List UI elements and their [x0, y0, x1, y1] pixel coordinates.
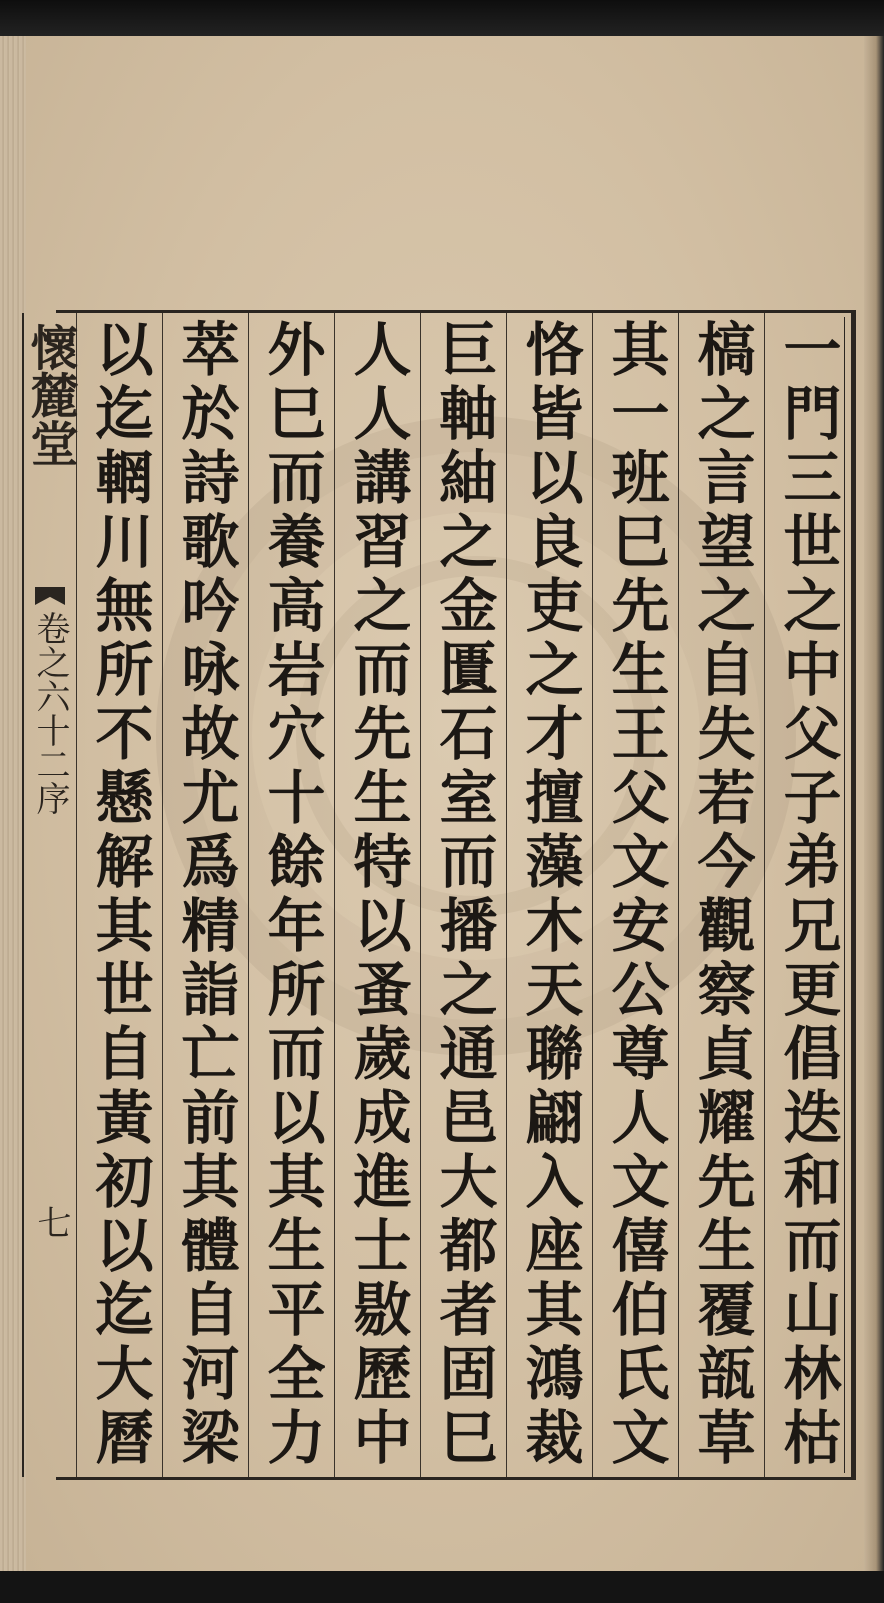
page-right-edge [864, 36, 884, 1571]
column-text: 外巳而養高岩穴十餘年所而以其生平全力 [257, 319, 326, 1471]
text-column-3 [592, 313, 678, 1477]
column-text: 一門三世之中父子弟兄更倡迭和而山林枯 [773, 319, 842, 1471]
text-columns [22, 313, 850, 1477]
text-column-5 [420, 313, 506, 1477]
page-paper [22, 36, 868, 1571]
text-column-2 [678, 313, 764, 1477]
text-column-8 [162, 313, 248, 1477]
fishtail-mark-icon [35, 587, 65, 605]
column-text: 巨軸紬之金匱石室而播之通邑大都者固巳 [429, 319, 498, 1471]
text-column-1 [764, 313, 850, 1477]
column-text: 其一班巳先生王父文安公尊人文僖伯氏文 [601, 319, 670, 1471]
text-column-7 [248, 313, 334, 1477]
column-text: 人人講習之而先生特以蚤歲成進士敭歷中 [343, 319, 412, 1471]
text-block-frame [22, 310, 856, 1480]
text-column-6 [334, 313, 420, 1477]
banxin-book-title: 懷麓堂 [22, 323, 78, 467]
column-text: 以迄輞川無所不懸解其世自黃初以迄大曆 [85, 319, 154, 1471]
text-column-9 [76, 313, 162, 1477]
column-text: 萃於詩歌吟咏故尤爲精詣亡前其體自河梁 [171, 319, 240, 1471]
scan-top-shadow [0, 0, 884, 36]
banxin-page-number: 七 [31, 1205, 71, 1239]
text-column-4 [506, 313, 592, 1477]
column-text: 槁之言望之自失若今觀察貞耀先生覆瓿草 [687, 319, 756, 1471]
column-text: 恪皆以良吏之才擅藻木天聯翩入座其鴻裁 [515, 319, 584, 1471]
banxin-center-fold [22, 313, 76, 1477]
banxin-volume-label: 卷之六十二序 [30, 611, 70, 815]
